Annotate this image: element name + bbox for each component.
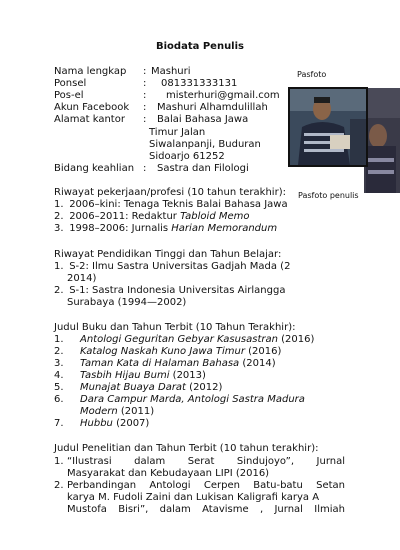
book-title: Munajat Buaya Darat [80, 382, 186, 393]
list-item-text: 2006–kini: Tenaga Teknis Balai Bahasa Jawa [69, 199, 288, 210]
list-item-continuation: 2014) [67, 273, 97, 284]
list-item-number: 1. [54, 334, 64, 345]
list-item-text: S-2: Ilmu Sastra Universitas Gadjah Mada (2 [69, 261, 291, 272]
list-item [54, 334, 314, 346]
list-item [54, 261, 290, 273]
list-item-number: 2. [54, 211, 64, 222]
list-item-number: 3. [54, 223, 64, 234]
list-item-emphasis: Tabloid Memo [180, 211, 250, 222]
profile-value-office-line: Siwalanpanji, Buduran [149, 139, 261, 150]
list-item-continuation: Mustofa Bisri”, dalam Atavisme , Jurnal Ilmiah [67, 504, 345, 515]
book-title: Antologi Geguritan Gebyar Kasusastran [80, 334, 278, 345]
list-item-number: 6. [54, 394, 64, 405]
list-item-number: 2. [54, 346, 64, 357]
list-item-text: 1998–2006: Jurnalis [69, 223, 172, 234]
list-item-number: 2. [54, 285, 64, 296]
profile-label-office: Alamat kantor [54, 114, 125, 125]
page-title: Biodata Penulis [156, 41, 244, 52]
book-title: Taman Kata di Halaman Bahasa [80, 358, 240, 369]
list-item [54, 418, 149, 430]
list-item-number: 4. [54, 370, 64, 381]
list-item-emphasis: Harian Memorandum [171, 223, 278, 234]
education-heading: Riwayat Pendidikan Tinggi dan Tahun Belajar: [54, 249, 282, 260]
profile-label-name: Nama lengkap [54, 66, 127, 77]
list-item [54, 358, 276, 370]
list-item-number: 7. [54, 418, 64, 429]
books-heading: Judul Buku dan Tahun Terbit (10 Tahun Terakhir): [54, 322, 296, 333]
list-item-text: 2006–2011: Redaktur [69, 211, 181, 222]
book-title: Katalog Naskah Kuno Jawa Timur [80, 346, 245, 357]
profile-value-name: Mashuri [151, 66, 191, 77]
book-year: (2011) [117, 406, 155, 417]
profile-colon: : [143, 114, 147, 125]
list-item-number: 5. [54, 382, 64, 393]
profile-value-email: misterhuri@gmail.com [166, 90, 280, 101]
list-item [54, 456, 345, 468]
list-item-number: 2. [54, 480, 64, 491]
list-item-number: 1. [54, 199, 64, 210]
book-title: Modern [80, 406, 118, 417]
book-year: (2007) [112, 418, 150, 429]
list-item-continuation [80, 406, 154, 418]
list-item [54, 382, 222, 394]
profile-value-office-line: Sidoarjo 61252 [149, 151, 225, 162]
list-item-text: S-1: Sastra Indonesia Universitas Airlangga [69, 285, 286, 296]
book-title: Hubbu [80, 418, 113, 429]
book-title: Tasbih Hijau Bumi [80, 370, 170, 381]
list-item-number: 3. [54, 358, 64, 369]
book-year: (2014) [239, 358, 276, 369]
photo-label: Pasfoto [297, 70, 327, 79]
work-heading: Riwayat pekerjaan/profesi (10 tahun terakhir): [54, 187, 286, 198]
author-photo [288, 87, 368, 167]
profile-colon: : [143, 78, 147, 89]
profile-value-office-line: Timur Jalan [149, 127, 206, 138]
list-item-number: 1. [54, 456, 64, 467]
list-item-number: 1. [54, 261, 64, 272]
list-item-text: Perbandingan Antologi Cerpen Batu-batu Setan [67, 480, 345, 491]
book-title: Dara Campur Marda, Antologi Sastra Madura [80, 394, 305, 405]
profile-colon: : [143, 90, 147, 101]
book-year: (2016) [277, 334, 315, 345]
profile-value-facebook: Mashuri Alhamdulillah [157, 102, 268, 113]
profile-label-phone: Ponsel [54, 78, 87, 89]
profile-label-email: Pos-el [54, 90, 84, 101]
profile-label-facebook: Akun Facebook [54, 102, 130, 113]
list-item [54, 223, 277, 235]
list-item-continuation: Masyarakat dan Kebudayaan LIPI (2016) [67, 468, 270, 479]
profile-value-phone: 081331333131 [161, 78, 238, 89]
list-item [54, 346, 281, 358]
profile-colon: : [143, 66, 147, 77]
profile-colon: : [143, 102, 147, 113]
profile-value-expertise: Sastra dan Filologi [157, 163, 249, 174]
list-item [54, 370, 206, 382]
list-item-continuation: karya M. Fudoli Zaini dan Lukisan Kaligrafi karya A [67, 492, 320, 503]
list-item [54, 211, 249, 223]
book-year: (2013) [169, 370, 206, 381]
book-year: (2016) [244, 346, 282, 357]
profile-label-expertise: Bidang keahlian [54, 163, 135, 174]
list-item-text: “Ilustrasi dalam Serat Sindujoyo”, Jurnal [67, 456, 345, 467]
research-heading: Judul Penelitian dan Tahun Terbit (10 tahun terakhir): [54, 443, 319, 454]
photo-caption: Pasfoto penulis [298, 191, 359, 200]
list-item-continuation: Surabaya (1994—2002) [67, 297, 187, 308]
profile-value-office: Balai Bahasa Jawa [157, 114, 249, 125]
background-photo [364, 88, 400, 193]
book-year: (2012) [185, 382, 223, 393]
profile-colon: : [143, 163, 147, 174]
list-item [54, 285, 285, 297]
list-item [54, 199, 288, 211]
list-item [54, 480, 345, 492]
list-item [54, 394, 305, 406]
